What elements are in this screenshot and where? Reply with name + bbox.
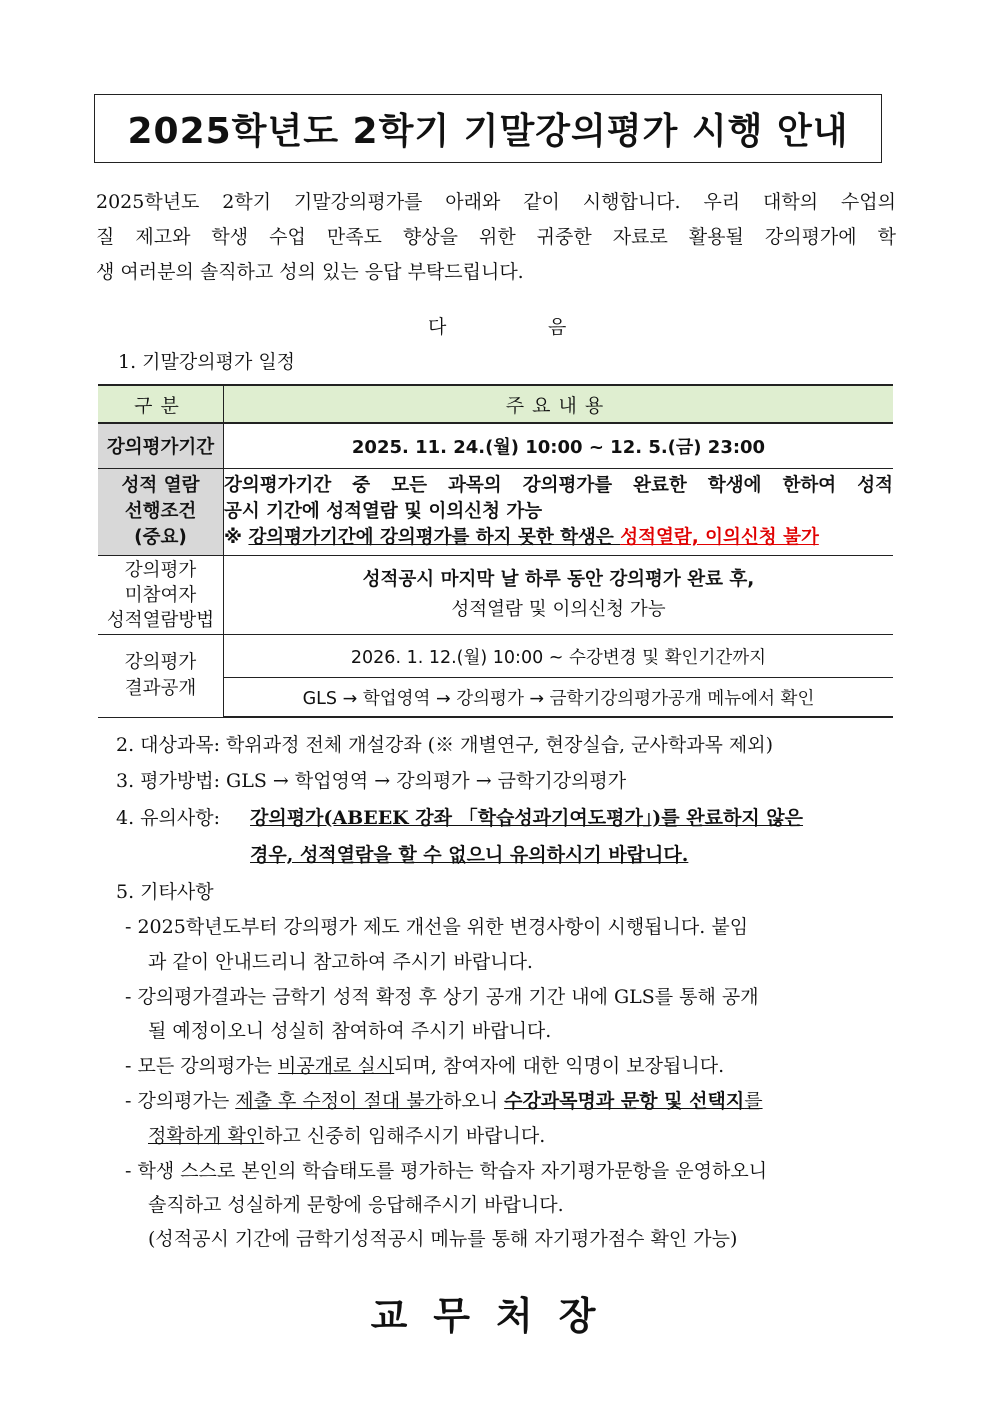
row-label-condition (98, 469, 224, 556)
row-label-nonparticipant (98, 556, 224, 635)
section-target-courses: 2. 대상과목: 학위과정 전체 개설강좌 (※ 개별연구, 현장실습, 군사학과목 제외) (116, 734, 774, 756)
bullet-4-text: 하오니 (442, 1090, 505, 1112)
label-line: 선행조건 (124, 501, 197, 522)
row-label-period: 강의평가기간 (98, 423, 224, 469)
bullet-4-underlined: 정확하게 확인 (148, 1125, 265, 1147)
eum-label: 음 (548, 316, 567, 338)
table-header-row (98, 385, 893, 423)
table-row (98, 556, 893, 635)
row-content-nonparticipant (224, 556, 894, 635)
section-notice-line2: 경우, 성적열람을 할 수 없으니 유의하시기 바랍니다. (250, 844, 689, 866)
bullet-4-text: 하고 신중히 임해주시기 바랍니다. (264, 1125, 546, 1147)
bullet-5-line1: - 학생 스스로 본인의 학습태도를 평가하는 학습자 자기평가문항을 운영하오니 (125, 1160, 768, 1182)
title-box (94, 94, 882, 163)
bullet-4-line2 (148, 1121, 545, 1148)
section-other-heading: 5. 기타사항 (116, 881, 214, 903)
bullet-5-line2: 솔직하고 성실하게 문항에 응답해주시기 바랍니다. (148, 1194, 564, 1216)
da-label: 다 (428, 316, 447, 338)
label-line: 미참여자 (124, 584, 197, 606)
row-content-condition (224, 469, 894, 556)
schedule-table (98, 384, 893, 718)
nonparticipant-line: 성적공시 마지막 날 하루 동안 강의평가 완료 후, (362, 569, 755, 590)
bullet-3-text: 되며, 참여자에 대한 익명이 보장됩니다. (394, 1055, 725, 1077)
signature: 교무처장 (370, 1294, 622, 1338)
condition-line: 공시 기간에 성적열람 및 이의신청 가능 (224, 501, 543, 522)
section-schedule-heading: 1. 기말강의평가 일정 (118, 351, 296, 373)
warning-prefix: ※ (224, 527, 249, 548)
bullet-4-underlined-bold: 수강과목명과 문항 및 선택지 (504, 1090, 745, 1112)
intro-line: 2025학년도 2학기 기말강의평가를 아래와 같이 시행합니다. 우리 대학의 수업의 (96, 191, 896, 213)
results-path: GLS → 학업영역 → 강의평가 → 금학기강의평가공개 메뉴에서 확인 (224, 678, 894, 718)
label-line: 강의평가 (124, 651, 197, 673)
warning-text: 강의평가기간에 강의평가를 하지 못한 학생은 (248, 527, 621, 548)
bullet-4-line1 (125, 1086, 763, 1113)
label-line: 결과공개 (124, 677, 197, 699)
section-notice-label: 4. 유의사항: (116, 807, 220, 829)
condition-warning (224, 525, 893, 551)
bullet-1-line2: 과 같이 안내드리니 참고하여 주시기 바랍니다. (148, 951, 533, 973)
bullet-3-text: - 모든 강의평가는 (125, 1055, 279, 1077)
section-evaluation-method: 3. 평가방법: GLS → 학업영역 → 강의평가 → 금학기강의평가 (116, 770, 627, 792)
bullet-3 (125, 1051, 724, 1078)
warning-red-text: 성적열람, 이의신청 불가 (620, 527, 819, 548)
header-category: 구분 (98, 385, 224, 423)
bullet-1-line1: - 2025학년도부터 강의평가 제도 개선을 위한 변경사항이 시행됩니다. 붙임 (125, 916, 749, 938)
label-line: 강의평가 (124, 559, 197, 581)
table-row (98, 469, 893, 556)
condition-line: 강의평가기간 중 모든 과목의 강의평가를 완료한 학생에 한하여 성적 (224, 475, 893, 496)
label-line: (중요) (134, 527, 187, 548)
table-row (98, 635, 893, 678)
bullet-5-line3: (성적공시 기간에 금학기성적공시 메뉴를 통해 자기평가점수 확인 가능) (148, 1228, 738, 1250)
header-content: 주요내용 (224, 385, 894, 423)
bullet-3-underlined: 비공개로 실시 (278, 1055, 395, 1077)
row-label-results (98, 635, 224, 718)
nonparticipant-line: 성적열람 및 이의신청 가능 (451, 599, 666, 620)
table-row (98, 423, 893, 469)
label-line: 성적 열람 (121, 475, 200, 496)
intro-line: 생 여러분의 솔직하고 성의 있는 응답 부탁드립니다. (96, 261, 524, 283)
intro-line: 질 제고와 학생 수업 만족도 향상을 위한 귀중한 자료로 활용될 강의평가에 학 (96, 226, 896, 248)
section-notice-line1: 강의평가(ABEEK 강좌 「학습성과기여도평가」)를 완료하지 않은 (250, 807, 804, 829)
bullet-2-line2: 될 예정이오니 성실히 참여하여 주시기 바랍니다. (148, 1020, 552, 1042)
bullet-4-underlined: 제출 후 수정이 절대 불가 (235, 1090, 443, 1112)
bullet-4-text: 를 (744, 1090, 763, 1112)
row-content-period: 2025. 11. 24.(월) 10:00 ~ 12. 5.(금) 23:00 (224, 423, 894, 469)
bullet-2-line1: - 강의평가결과는 금학기 성적 확정 후 상기 공개 기간 내에 GLS를 통해 공개 (125, 986, 759, 1008)
intro-paragraph (96, 185, 896, 290)
bullet-4-text: - 강의평가는 (125, 1090, 236, 1112)
label-line: 성적열람방법 (106, 609, 215, 631)
results-period: 2026. 1. 12.(월) 10:00 ~ 수강변경 및 확인기간까지 (224, 635, 894, 678)
page-title: 2025학년도 2학기 기말강의평가 시행 안내 (127, 111, 849, 152)
